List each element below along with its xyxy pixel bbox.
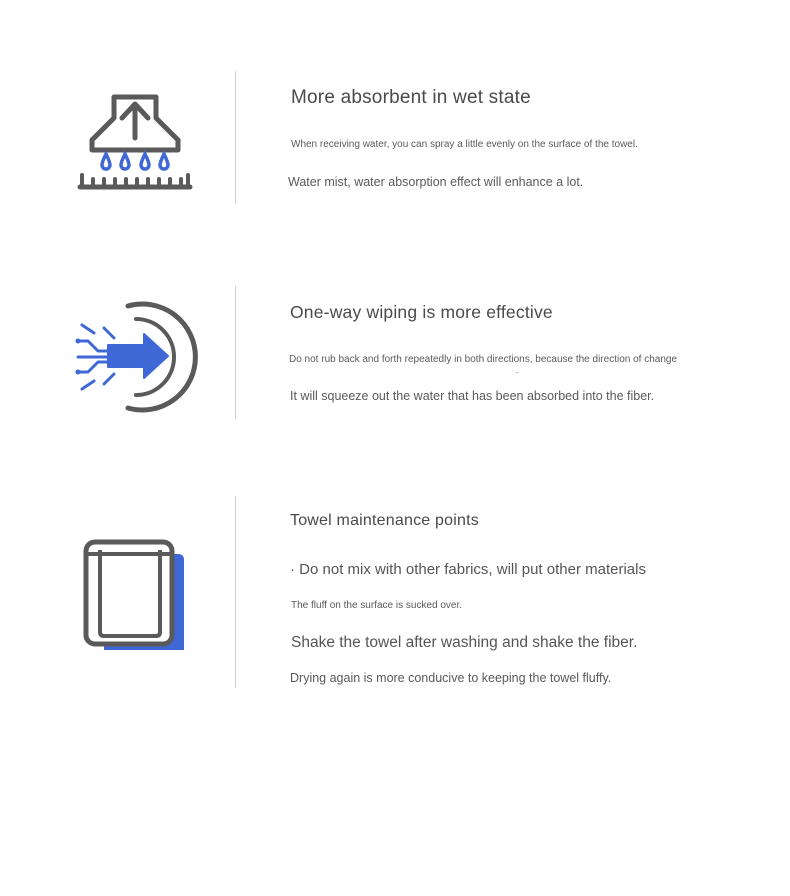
section-line: · Do not mix with other fabrics, will put other materials	[290, 561, 646, 578]
section-line: Drying again is more conducive to keeping the towel fluffy.	[290, 671, 612, 685]
section-divider	[235, 496, 236, 688]
one-way-arrow-icon	[70, 292, 200, 422]
section-line: It will squeeze out the water that has been absorbed into the fiber.	[290, 389, 655, 403]
section-line: Shake the towel after washing and shake the fiber.	[291, 634, 638, 651]
section-line: Do not rub back and forth repeatedly in both directions, because the direction of change	[289, 354, 678, 365]
section-divider	[235, 71, 236, 204]
shower-head-icon	[70, 80, 200, 210]
section-line: When receiving water, you can spray a little evenly on the surface of the towel.	[291, 139, 638, 150]
folded-towel-icon	[70, 532, 200, 662]
section-title: More absorbent in wet state	[291, 87, 531, 108]
section-divider	[235, 286, 236, 419]
section-line: Water mist, water absorption effect will enhance a lot.	[288, 175, 584, 189]
decorative-mark	[516, 372, 518, 373]
section-title: Towel maintenance points	[290, 512, 479, 529]
section-line: The fluff on the surface is sucked over.	[291, 600, 463, 611]
section-title: One-way wiping is more effective	[290, 302, 553, 322]
